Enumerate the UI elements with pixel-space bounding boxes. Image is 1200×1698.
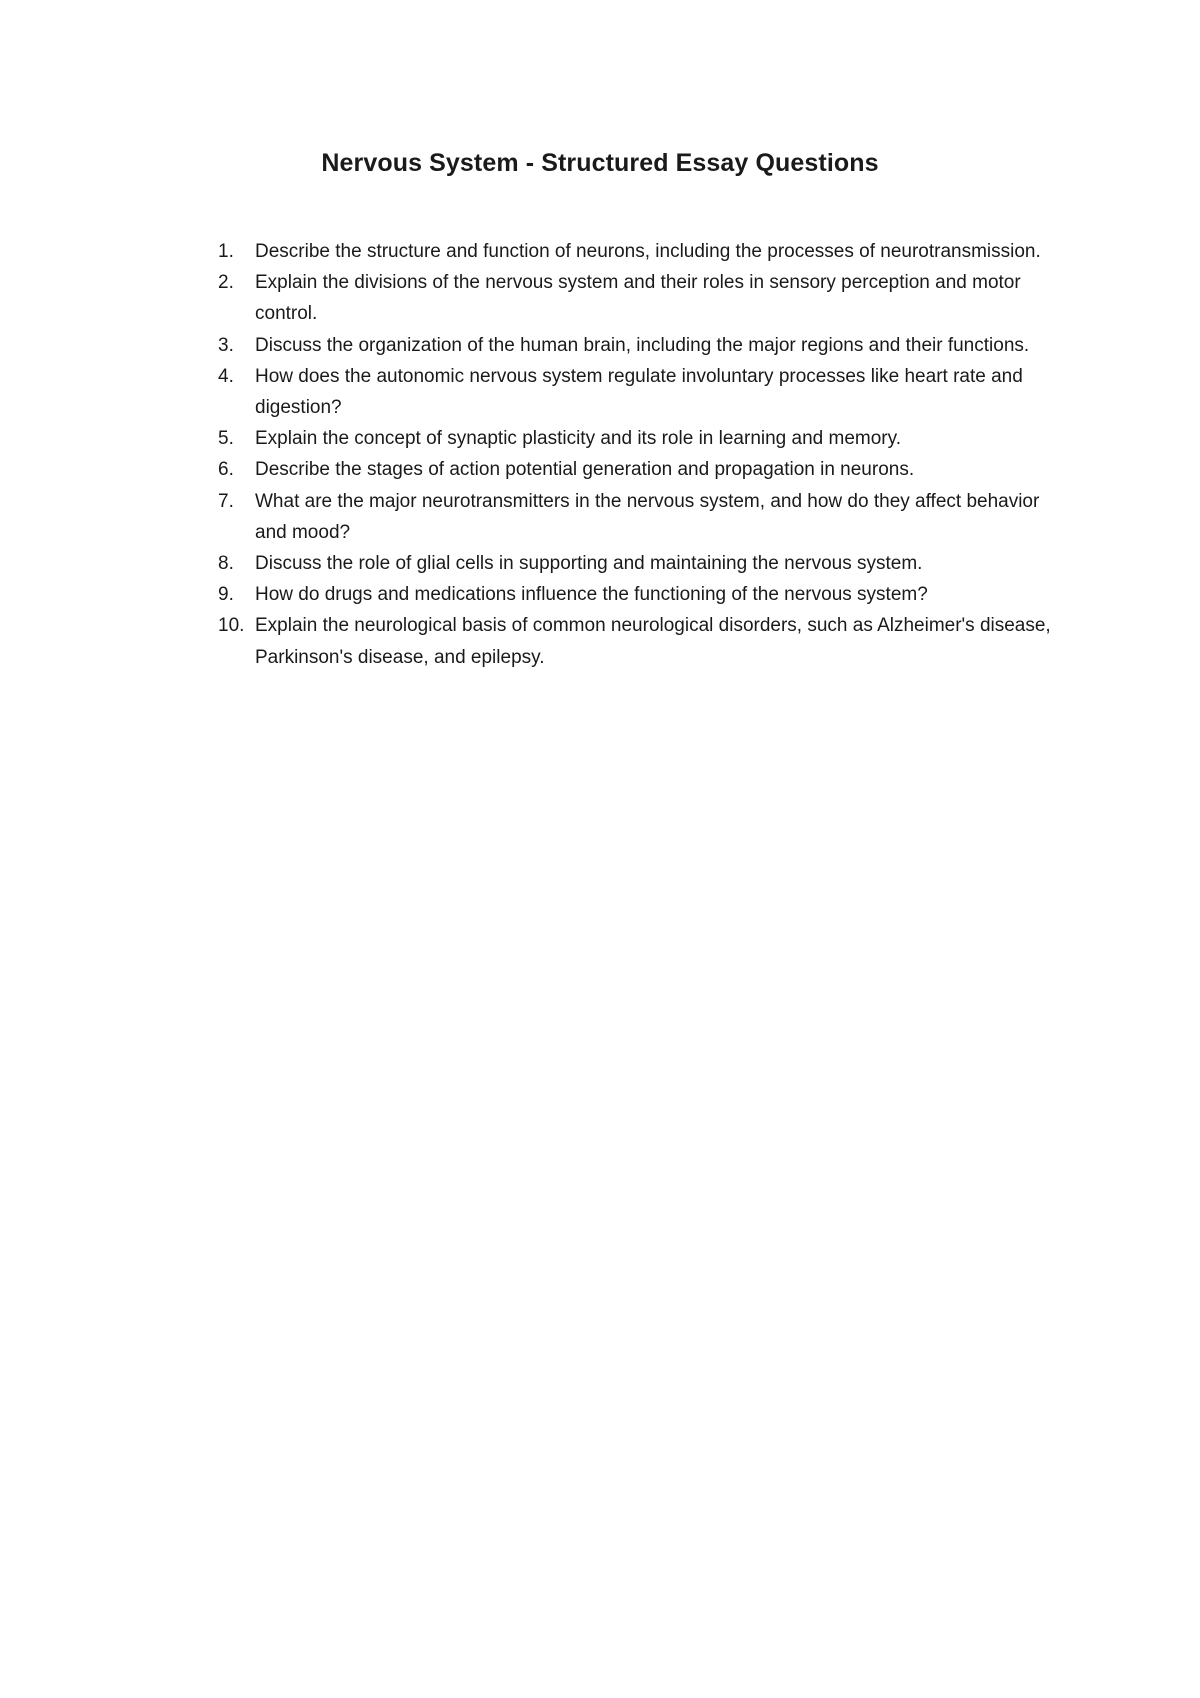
question-item [218,236,1068,267]
question-text: How do drugs and medications influence the functioning of the nervous system? [255,584,928,606]
question-item [218,454,1068,485]
question-number: 3. [218,334,234,356]
question-text: Explain the neurological basis of common neurological disorders, such as Alzheimer's disease, Parkinson's disease, and epilepsy. [255,615,1051,668]
question-item [218,548,1068,579]
question-number: 2. [218,272,234,294]
question-text: Discuss the organization of the human brain, including the major regions and their functions. [255,334,1030,356]
question-item [218,361,1068,423]
question-item [218,330,1068,361]
question-text: Explain the concept of synaptic plasticity and its role in learning and memory. [255,428,901,450]
question-number: 9. [218,584,234,606]
question-item [218,267,1068,329]
question-number: 4. [218,365,234,387]
question-item [218,423,1068,454]
question-number: 8. [218,553,234,575]
question-text: Describe the stages of action potential generation and propagation in neurons. [255,459,915,481]
question-text: What are the major neurotransmitters in the nervous system, and how do they affect behavior and mood? [255,490,1040,543]
question-number: 6. [218,459,234,481]
question-item [218,610,1068,672]
question-item [218,579,1068,610]
question-number: 7. [218,490,234,512]
question-item [218,486,1068,548]
question-text: How does the autonomic nervous system regulate involuntary processes like heart rate and digestion? [255,365,1023,419]
question-number: 1. [218,241,234,262]
question-text: Explain the divisions of the nervous system and their roles in sensory perception and motor control. [255,272,1021,325]
question-text: Describe the structure and function of neurons, including the processes of neurotransmission. [255,241,1041,262]
question-text: Discuss the role of glial cells in supporting and maintaining the nervous system. [255,553,923,575]
question-number: 10. [218,615,245,637]
question-list [218,236,1068,673]
document-title: Nervous System - Structured Essay Questions [321,149,879,177]
question-number: 5. [218,428,234,450]
